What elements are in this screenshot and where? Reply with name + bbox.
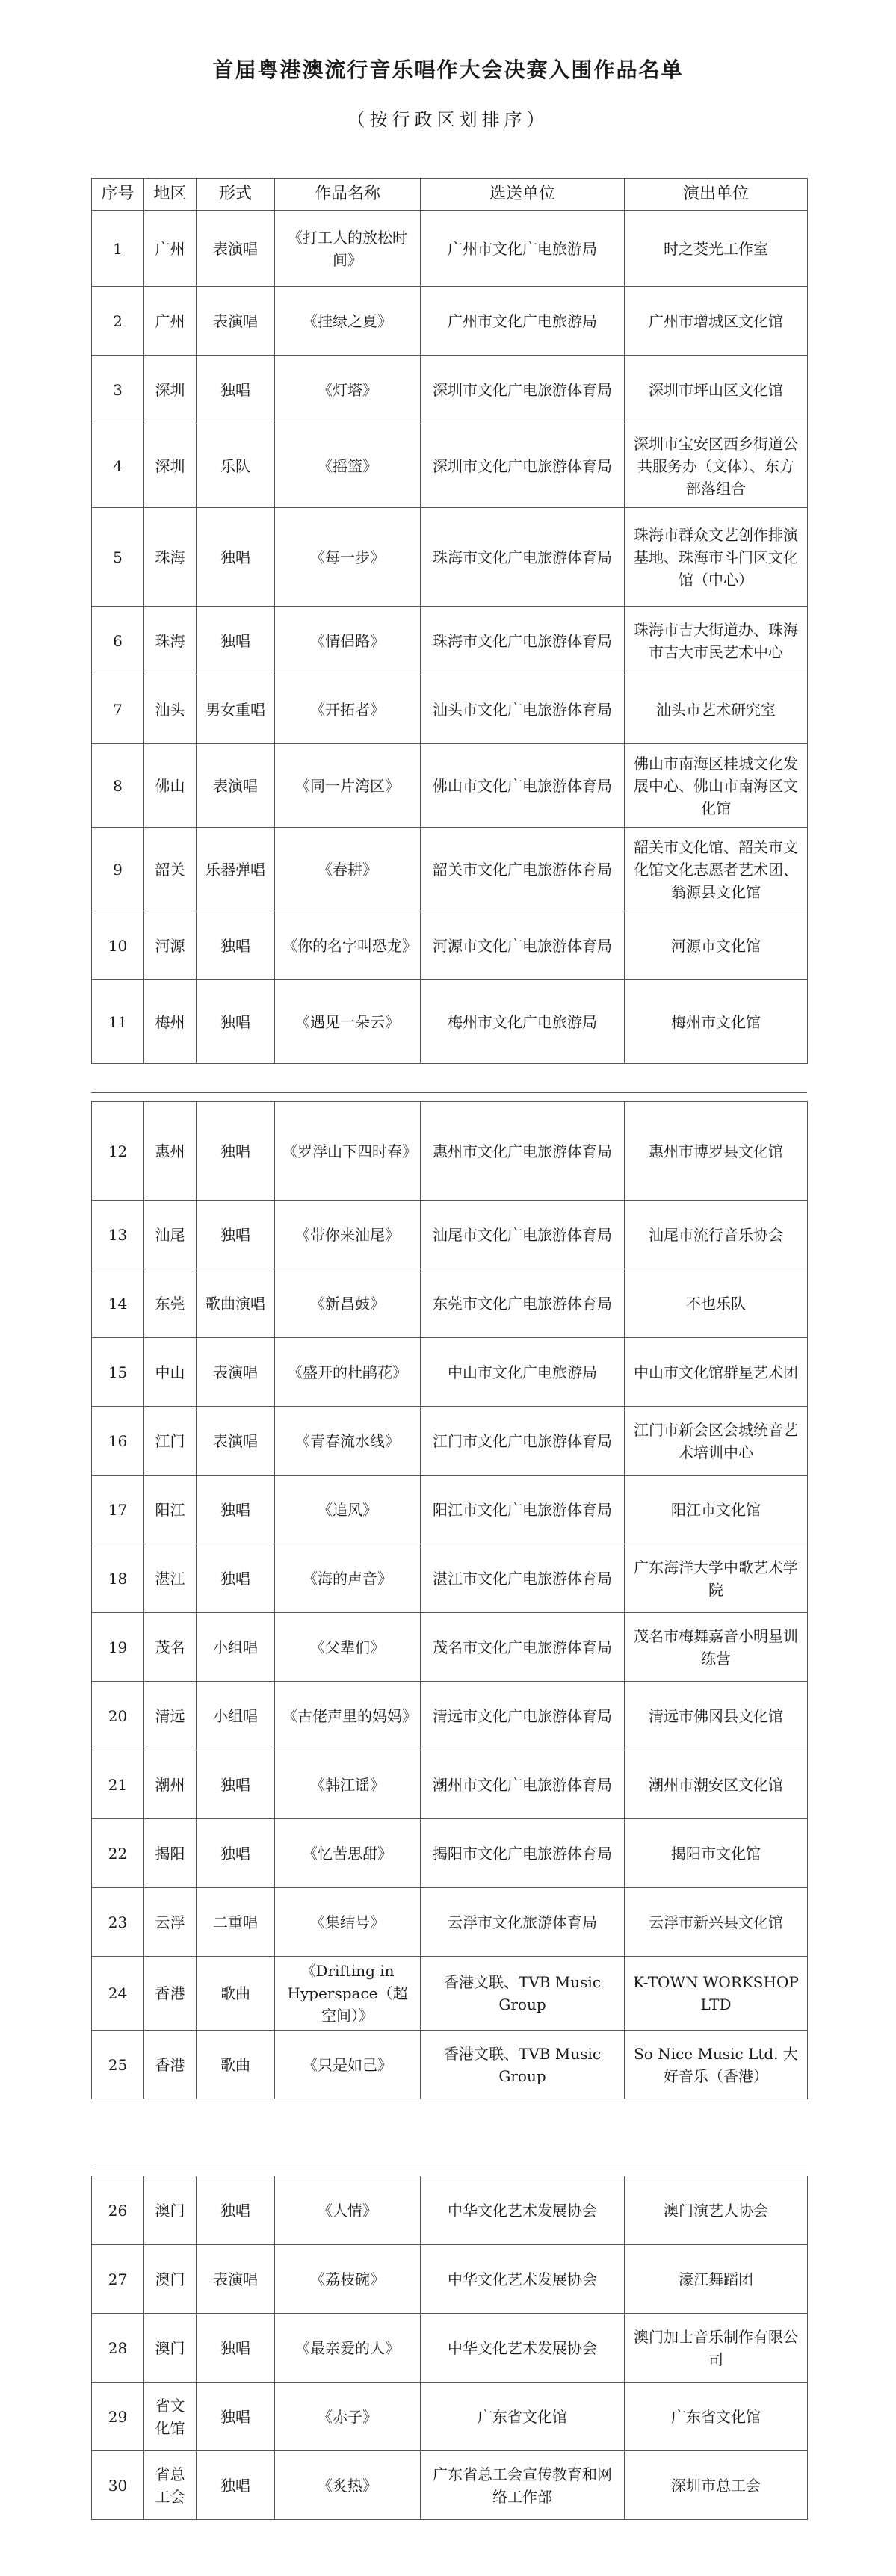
cell-sender: 珠海市文化广电旅游体育局 bbox=[421, 607, 625, 675]
cell-no: 7 bbox=[92, 675, 144, 744]
cell-no: 18 bbox=[92, 1544, 144, 1613]
cell-performer: 澳门加士音乐制作有限公司 bbox=[625, 2314, 808, 2383]
cell-region: 韶关 bbox=[144, 828, 197, 911]
cell-no: 22 bbox=[92, 1819, 144, 1888]
cell-work: 《只是如己》 bbox=[275, 2031, 421, 2099]
entries-table-continued bbox=[91, 2176, 808, 2520]
cell-form: 独唱 bbox=[197, 1476, 275, 1544]
table-row bbox=[92, 508, 808, 607]
cell-region: 河源 bbox=[144, 911, 197, 980]
cell-form: 独唱 bbox=[197, 607, 275, 675]
cell-region: 东莞 bbox=[144, 1269, 197, 1338]
cell-performer: 广州市增城区文化馆 bbox=[625, 287, 808, 356]
cell-form: 表演唱 bbox=[197, 1407, 275, 1476]
cell-form: 表演唱 bbox=[197, 1338, 275, 1407]
cell-work: 《集结号》 bbox=[275, 1888, 421, 1957]
cell-form: 歌曲 bbox=[197, 1957, 275, 2031]
cell-no: 9 bbox=[92, 828, 144, 911]
cell-work: 《盛开的杜鹃花》 bbox=[275, 1338, 421, 1407]
table-row bbox=[92, 744, 808, 828]
cell-performer: 不也乐队 bbox=[625, 1269, 808, 1338]
cell-form: 独唱 bbox=[197, 356, 275, 424]
table-row bbox=[92, 211, 808, 287]
cell-work: 《同一片湾区》 bbox=[275, 744, 421, 828]
cell-no: 2 bbox=[92, 287, 144, 356]
cell-no: 3 bbox=[92, 356, 144, 424]
cell-region: 阳江 bbox=[144, 1476, 197, 1544]
cell-work: 《挂绿之夏》 bbox=[275, 287, 421, 356]
cell-work: 《荔枝碗》 bbox=[275, 2245, 421, 2314]
cell-form: 独唱 bbox=[197, 1544, 275, 1613]
table-row bbox=[92, 1407, 808, 1476]
cell-performer: 广东省文化馆 bbox=[625, 2383, 808, 2451]
cell-no: 13 bbox=[92, 1201, 144, 1269]
cell-form: 二重唱 bbox=[197, 1888, 275, 1957]
cell-work: 《罗浮山下四时春》 bbox=[275, 1102, 421, 1201]
table-row bbox=[92, 2031, 808, 2099]
table-row bbox=[92, 828, 808, 911]
cell-no: 27 bbox=[92, 2245, 144, 2314]
cell-form: 独唱 bbox=[197, 1750, 275, 1819]
cell-sender: 清远市文化广电旅游体育局 bbox=[421, 1682, 625, 1750]
cell-no: 12 bbox=[92, 1102, 144, 1201]
cell-sender: 惠州市文化广电旅游体育局 bbox=[421, 1102, 625, 1201]
cell-form: 男女重唱 bbox=[197, 675, 275, 744]
header-sender: 选送单位 bbox=[421, 179, 625, 211]
cell-form: 独唱 bbox=[197, 1102, 275, 1201]
header-form: 形式 bbox=[197, 179, 275, 211]
cell-no: 15 bbox=[92, 1338, 144, 1407]
cell-sender: 中华文化艺术发展协会 bbox=[421, 2176, 625, 2245]
table-row bbox=[92, 911, 808, 980]
cell-work: 《韩江谣》 bbox=[275, 1750, 421, 1819]
cell-performer: 广东海洋大学中歌艺术学院 bbox=[625, 1544, 808, 1613]
table-row bbox=[92, 1102, 808, 1201]
cell-performer: 佛山市南海区桂城文化发展中心、佛山市南海区文化馆 bbox=[625, 744, 808, 828]
cell-form: 歌曲 bbox=[197, 2031, 275, 2099]
cell-no: 23 bbox=[92, 1888, 144, 1957]
cell-work: 《摇篮》 bbox=[275, 424, 421, 508]
cell-sender: 湛江市文化广电旅游体育局 bbox=[421, 1544, 625, 1613]
cell-form: 表演唱 bbox=[197, 744, 275, 828]
cell-form: 独唱 bbox=[197, 2383, 275, 2451]
cell-region: 茂名 bbox=[144, 1613, 197, 1682]
cell-no: 24 bbox=[92, 1957, 144, 2031]
cell-form: 独唱 bbox=[197, 2314, 275, 2383]
cell-region: 广州 bbox=[144, 211, 197, 287]
table-row bbox=[92, 1544, 808, 1613]
cell-no: 17 bbox=[92, 1476, 144, 1544]
cell-work: 《Drifting in Hyperspace（超空间）》 bbox=[275, 1957, 421, 2031]
cell-form: 表演唱 bbox=[197, 287, 275, 356]
cell-performer: 韶关市文化馆、韶关市文化馆文化志愿者艺术团、翁源县文化馆 bbox=[625, 828, 808, 911]
cell-sender: 韶关市文化广电旅游体育局 bbox=[421, 828, 625, 911]
cell-performer: 茂名市梅舞嘉音小明星训练营 bbox=[625, 1613, 808, 1682]
cell-performer: 河源市文化馆 bbox=[625, 911, 808, 980]
cell-sender: 广东省总工会宣传教育和网络工作部 bbox=[421, 2451, 625, 2520]
cell-performer: 时之茭光工作室 bbox=[625, 211, 808, 287]
cell-performer: 阳江市文化馆 bbox=[625, 1476, 808, 1544]
cell-sender: 揭阳市文化广电旅游体育局 bbox=[421, 1819, 625, 1888]
cell-form: 独唱 bbox=[197, 508, 275, 607]
cell-work: 《遇见一朵云》 bbox=[275, 980, 421, 1064]
cell-sender: 东莞市文化广电旅游体育局 bbox=[421, 1269, 625, 1338]
cell-work: 《春耕》 bbox=[275, 828, 421, 911]
cell-work: 《新昌鼓》 bbox=[275, 1269, 421, 1338]
cell-region: 省总工会 bbox=[144, 2451, 197, 2520]
cell-performer: 梅州市文化馆 bbox=[625, 980, 808, 1064]
cell-no: 21 bbox=[92, 1750, 144, 1819]
table-row bbox=[92, 1269, 808, 1338]
cell-region: 梅州 bbox=[144, 980, 197, 1064]
cell-no: 6 bbox=[92, 607, 144, 675]
cell-work: 《打工人的放松时间》 bbox=[275, 211, 421, 287]
cell-no: 5 bbox=[92, 508, 144, 607]
table-row bbox=[92, 1750, 808, 1819]
cell-sender: 广州市文化广电旅游局 bbox=[421, 287, 625, 356]
table-row bbox=[92, 1819, 808, 1888]
cell-sender: 茂名市文化广电旅游体育局 bbox=[421, 1613, 625, 1682]
cell-no: 19 bbox=[92, 1613, 144, 1682]
table-row bbox=[92, 675, 808, 744]
cell-no: 11 bbox=[92, 980, 144, 1064]
entries-table bbox=[91, 178, 808, 1064]
cell-sender: 江门市文化广电旅游体育局 bbox=[421, 1407, 625, 1476]
table-row bbox=[92, 356, 808, 424]
table-row bbox=[92, 424, 808, 508]
cell-region: 汕尾 bbox=[144, 1201, 197, 1269]
cell-region: 深圳 bbox=[144, 356, 197, 424]
table-header-row bbox=[92, 179, 808, 211]
cell-performer: 珠海市群众文艺创作排演基地、珠海市斗门区文化馆（中心） bbox=[625, 508, 808, 607]
table-row bbox=[92, 2176, 808, 2245]
cell-work: 《最亲爱的人》 bbox=[275, 2314, 421, 2383]
cell-work: 《情侣路》 bbox=[275, 607, 421, 675]
cell-form: 独唱 bbox=[197, 911, 275, 980]
cell-region: 清远 bbox=[144, 1682, 197, 1750]
cell-form: 小组唱 bbox=[197, 1682, 275, 1750]
cell-sender: 佛山市文化广电旅游体育局 bbox=[421, 744, 625, 828]
cell-region: 珠海 bbox=[144, 607, 197, 675]
cell-work: 《每一步》 bbox=[275, 508, 421, 607]
cell-form: 表演唱 bbox=[197, 2245, 275, 2314]
cell-sender: 云浮市文化旅游体育局 bbox=[421, 1888, 625, 1957]
table-row bbox=[92, 2314, 808, 2383]
cell-no: 16 bbox=[92, 1407, 144, 1476]
header-performer: 演出单位 bbox=[625, 179, 808, 211]
cell-region: 揭阳 bbox=[144, 1819, 197, 1888]
page-break-line bbox=[91, 1092, 807, 1093]
cell-performer: 潮州市潮安区文化馆 bbox=[625, 1750, 808, 1819]
cell-performer: 江门市新会区会城统音艺术培训中心 bbox=[625, 1407, 808, 1476]
cell-region: 香港 bbox=[144, 2031, 197, 2099]
cell-performer: 中山市文化馆群星艺术团 bbox=[625, 1338, 808, 1407]
cell-performer: 珠海市吉大街道办、珠海市吉大市民艺术中心 bbox=[625, 607, 808, 675]
cell-form: 独唱 bbox=[197, 2451, 275, 2520]
cell-no: 28 bbox=[92, 2314, 144, 2383]
cell-no: 10 bbox=[92, 911, 144, 980]
cell-performer: 汕尾市流行音乐协会 bbox=[625, 1201, 808, 1269]
table-row bbox=[92, 1338, 808, 1407]
table-page-2 bbox=[91, 1101, 807, 2099]
table-row bbox=[92, 1201, 808, 1269]
cell-region: 江门 bbox=[144, 1407, 197, 1476]
cell-no: 8 bbox=[92, 744, 144, 828]
cell-work: 《父辈们》 bbox=[275, 1613, 421, 1682]
cell-region: 佛山 bbox=[144, 744, 197, 828]
cell-region: 广州 bbox=[144, 287, 197, 356]
cell-work: 《炙热》 bbox=[275, 2451, 421, 2520]
cell-form: 独唱 bbox=[197, 1819, 275, 1888]
cell-region: 汕头 bbox=[144, 675, 197, 744]
table-row bbox=[92, 1476, 808, 1544]
cell-performer: 惠州市博罗县文化馆 bbox=[625, 1102, 808, 1201]
cell-sender: 梅州市文化广电旅游局 bbox=[421, 980, 625, 1064]
cell-sender: 中华文化艺术发展协会 bbox=[421, 2314, 625, 2383]
cell-performer: 深圳市总工会 bbox=[625, 2451, 808, 2520]
cell-sender: 香港文联、TVB Music Group bbox=[421, 1957, 625, 2031]
cell-performer: 云浮市新兴县文化馆 bbox=[625, 1888, 808, 1957]
cell-performer: 濠江舞蹈团 bbox=[625, 2245, 808, 2314]
cell-work: 《开拓者》 bbox=[275, 675, 421, 744]
cell-form: 表演唱 bbox=[197, 211, 275, 287]
cell-form: 独唱 bbox=[197, 1201, 275, 1269]
cell-sender: 汕尾市文化广电旅游体育局 bbox=[421, 1201, 625, 1269]
cell-region: 湛江 bbox=[144, 1544, 197, 1613]
cell-work: 《青春流水线》 bbox=[275, 1407, 421, 1476]
cell-region: 深圳 bbox=[144, 424, 197, 508]
cell-sender: 广州市文化广电旅游局 bbox=[421, 211, 625, 287]
header-no: 序号 bbox=[92, 179, 144, 211]
cell-region: 香港 bbox=[144, 1957, 197, 2031]
cell-sender: 香港文联、TVB Music Group bbox=[421, 2031, 625, 2099]
cell-no: 25 bbox=[92, 2031, 144, 2099]
table-page-3 bbox=[91, 2176, 807, 2520]
table-row bbox=[92, 607, 808, 675]
table-row bbox=[92, 2245, 808, 2314]
cell-sender: 广东省文化馆 bbox=[421, 2383, 625, 2451]
table-row bbox=[92, 2451, 808, 2520]
cell-form: 小组唱 bbox=[197, 1613, 275, 1682]
cell-region: 澳门 bbox=[144, 2245, 197, 2314]
table-page-1 bbox=[91, 178, 807, 1064]
table-row bbox=[92, 1888, 808, 1957]
cell-work: 《赤子》 bbox=[275, 2383, 421, 2451]
table-row bbox=[92, 1957, 808, 2031]
cell-sender: 中华文化艺术发展协会 bbox=[421, 2245, 625, 2314]
cell-region: 澳门 bbox=[144, 2176, 197, 2245]
cell-region: 珠海 bbox=[144, 508, 197, 607]
cell-region: 潮州 bbox=[144, 1750, 197, 1819]
header-region: 地区 bbox=[144, 179, 197, 211]
table-row bbox=[92, 287, 808, 356]
cell-sender: 河源市文化广电旅游体育局 bbox=[421, 911, 625, 980]
cell-form: 乐队 bbox=[197, 424, 275, 508]
cell-work: 《追风》 bbox=[275, 1476, 421, 1544]
cell-sender: 潮州市文化广电旅游体育局 bbox=[421, 1750, 625, 1819]
cell-work: 《海的声音》 bbox=[275, 1544, 421, 1613]
table-row bbox=[92, 1682, 808, 1750]
entries-table-continued bbox=[91, 1101, 808, 2099]
cell-region: 澳门 bbox=[144, 2314, 197, 2383]
document-title: 首届粤港澳流行音乐唱作大会决赛入围作品名单 bbox=[212, 58, 684, 82]
cell-sender: 阳江市文化广电旅游体育局 bbox=[421, 1476, 625, 1544]
cell-no: 1 bbox=[92, 211, 144, 287]
cell-no: 26 bbox=[92, 2176, 144, 2245]
cell-no: 4 bbox=[92, 424, 144, 508]
cell-region: 惠州 bbox=[144, 1102, 197, 1201]
cell-sender: 珠海市文化广电旅游体育局 bbox=[421, 508, 625, 607]
cell-sender: 深圳市文化广电旅游体育局 bbox=[421, 356, 625, 424]
cell-form: 独唱 bbox=[197, 2176, 275, 2245]
cell-performer: 清远市佛冈县文化馆 bbox=[625, 1682, 808, 1750]
cell-region: 省文化馆 bbox=[144, 2383, 197, 2451]
cell-sender: 深圳市文化广电旅游体育局 bbox=[421, 424, 625, 508]
table-row bbox=[92, 980, 808, 1064]
cell-no: 20 bbox=[92, 1682, 144, 1750]
cell-performer: 揭阳市文化馆 bbox=[625, 1819, 808, 1888]
cell-work: 《人情》 bbox=[275, 2176, 421, 2245]
cell-region: 云浮 bbox=[144, 1888, 197, 1957]
cell-form: 独唱 bbox=[197, 980, 275, 1064]
cell-work: 《古佬声里的妈妈》 bbox=[275, 1682, 421, 1750]
cell-form: 乐器弹唱 bbox=[197, 828, 275, 911]
cell-no: 14 bbox=[92, 1269, 144, 1338]
cell-sender: 中山市文化广电旅游局 bbox=[421, 1338, 625, 1407]
cell-region: 中山 bbox=[144, 1338, 197, 1407]
cell-performer: 澳门演艺人协会 bbox=[625, 2176, 808, 2245]
cell-work: 《你的名字叫恐龙》 bbox=[275, 911, 421, 980]
cell-work: 《带你来汕尾》 bbox=[275, 1201, 421, 1269]
cell-work: 《忆苦思甜》 bbox=[275, 1819, 421, 1888]
cell-no: 29 bbox=[92, 2383, 144, 2451]
table-row bbox=[92, 1613, 808, 1682]
table-row bbox=[92, 2383, 808, 2451]
header-work: 作品名称 bbox=[275, 179, 421, 211]
cell-performer: K-TOWN WORKSHOP LTD bbox=[625, 1957, 808, 2031]
cell-sender: 汕头市文化广电旅游体育局 bbox=[421, 675, 625, 744]
cell-performer: 深圳市坪山区文化馆 bbox=[625, 356, 808, 424]
cell-no: 30 bbox=[92, 2451, 144, 2520]
cell-performer: 深圳市宝安区西乡街道公共服务办（文体）、东方部落组合 bbox=[625, 424, 808, 508]
document-subtitle: （按行政区划排序） bbox=[347, 109, 549, 130]
cell-form: 歌曲演唱 bbox=[197, 1269, 275, 1338]
cell-performer: So Nice Music Ltd. 大好音乐（香港） bbox=[625, 2031, 808, 2099]
cell-performer: 汕头市艺术研究室 bbox=[625, 675, 808, 744]
cell-work: 《灯塔》 bbox=[275, 356, 421, 424]
